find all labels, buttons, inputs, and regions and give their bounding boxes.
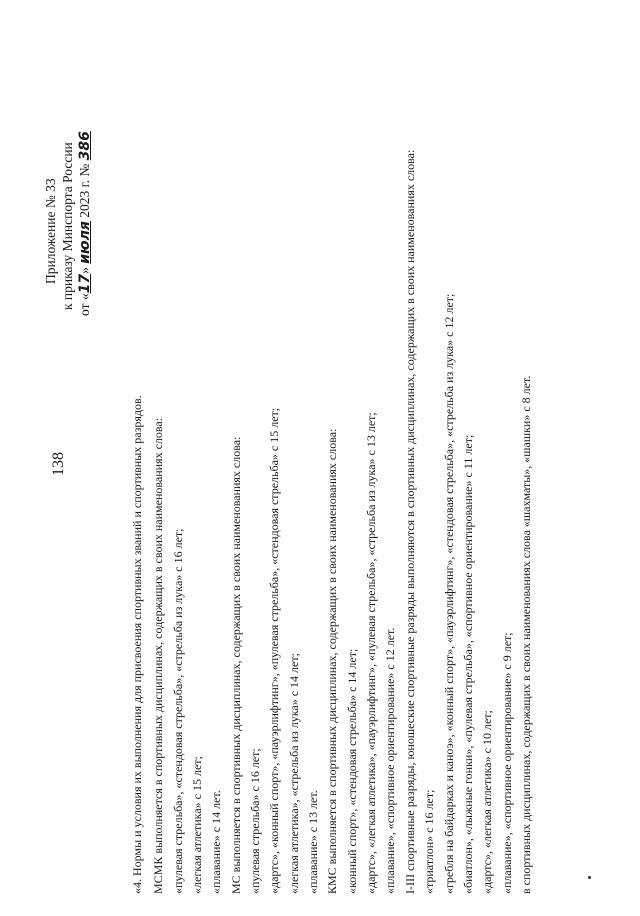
- text-line: «пулевая стрельба» с 16 лет;: [248, 748, 263, 894]
- text-line: КМС выполняется в спортивных дисциплинах, содержащих в своих наименованиях слова:: [325, 428, 340, 894]
- page-number: 138: [50, 452, 67, 476]
- text-line: «конный спорт», «стендовая стрельба» с 14 лет;: [344, 648, 359, 894]
- text-line: «легкая атлетика» с 15 лет;: [190, 756, 205, 894]
- text-line: «легкая атлетика», «стрельба из лука» с 14 лет;: [286, 653, 301, 894]
- handwritten-number: 386: [77, 131, 93, 161]
- text-line: «гребля на байдарках и каноэ», «конный спорт», «пауэрлифтинг», «стендовая стрельба», «стрельба из лука» с 12 лет;: [441, 293, 456, 894]
- date-prefix: от «: [77, 293, 92, 316]
- text-line: «биатлон», «лыжные гонки», «пулевая стрельба», «спортивное ориентирование» с 11 лет;: [460, 434, 475, 894]
- date-year: 2023 г. №: [77, 163, 92, 218]
- text-line: «плавание», «спортивное ориентирование» с 9 лет;: [499, 632, 514, 894]
- text-line: «дартс», «легкая атлетика», «пауэрлифтинг», «пулевая стрельба», «стрельба из лука» с 13 лет;: [364, 412, 379, 894]
- handwritten-month: июля: [77, 221, 93, 264]
- text-line: «плавание» с 14 лет.: [209, 790, 224, 894]
- text-line: «дартс», «конный спорт», «пауэрлифтинг», «пулевая стрельба», «стендовая стрельба» с 15 лет;: [267, 407, 282, 894]
- handwritten-day: 17: [77, 273, 93, 294]
- appendix-title: Приложение № 33: [43, 178, 58, 284]
- text-line: «плавание» с 13 лет.: [306, 790, 321, 894]
- text-line: МС выполняется в спортивных дисциплинах, содержащих в своих наименованиях слова:: [228, 436, 243, 894]
- text-line: МСМК выполняется в спортивных дисциплинах, содержащих в своих наименованиях слова:: [151, 417, 166, 894]
- appendix-header: [42, 16, 94, 316]
- date-mid: »: [77, 267, 92, 274]
- text-line: «пулевая стрельба», «стендовая стрельба», «стрельба из лука» с 16 лет;: [170, 528, 185, 894]
- appendix-order-ref: к приказу Минспорта России: [60, 142, 75, 310]
- text-line: «плавание», «спортивное ориентирование» с 12 лет.: [383, 627, 398, 894]
- text-line: в спортивных дисциплинах, содержащих в своих наименованиях слова «шахматы», «шашки» с 8 лет.: [518, 375, 533, 894]
- scan-artifact: [588, 876, 591, 879]
- text-line: «дартс», «легкая атлетика» с 10 лет;: [480, 710, 495, 894]
- text-line: «триатлон» с 16 лет;: [422, 789, 437, 894]
- text-line: I-III спортивные разряды, юношеские спортивные разряды выполняются в спортивных дисциплинах, содержащих в своих наименованиях слова:: [402, 149, 417, 894]
- appendix-date-line: [76, 16, 94, 316]
- section-title: «4. Нормы и условия их выполнения для присвоения спортивных званий и спортивных разрядов.: [130, 395, 144, 894]
- document-body: [128, 24, 536, 894]
